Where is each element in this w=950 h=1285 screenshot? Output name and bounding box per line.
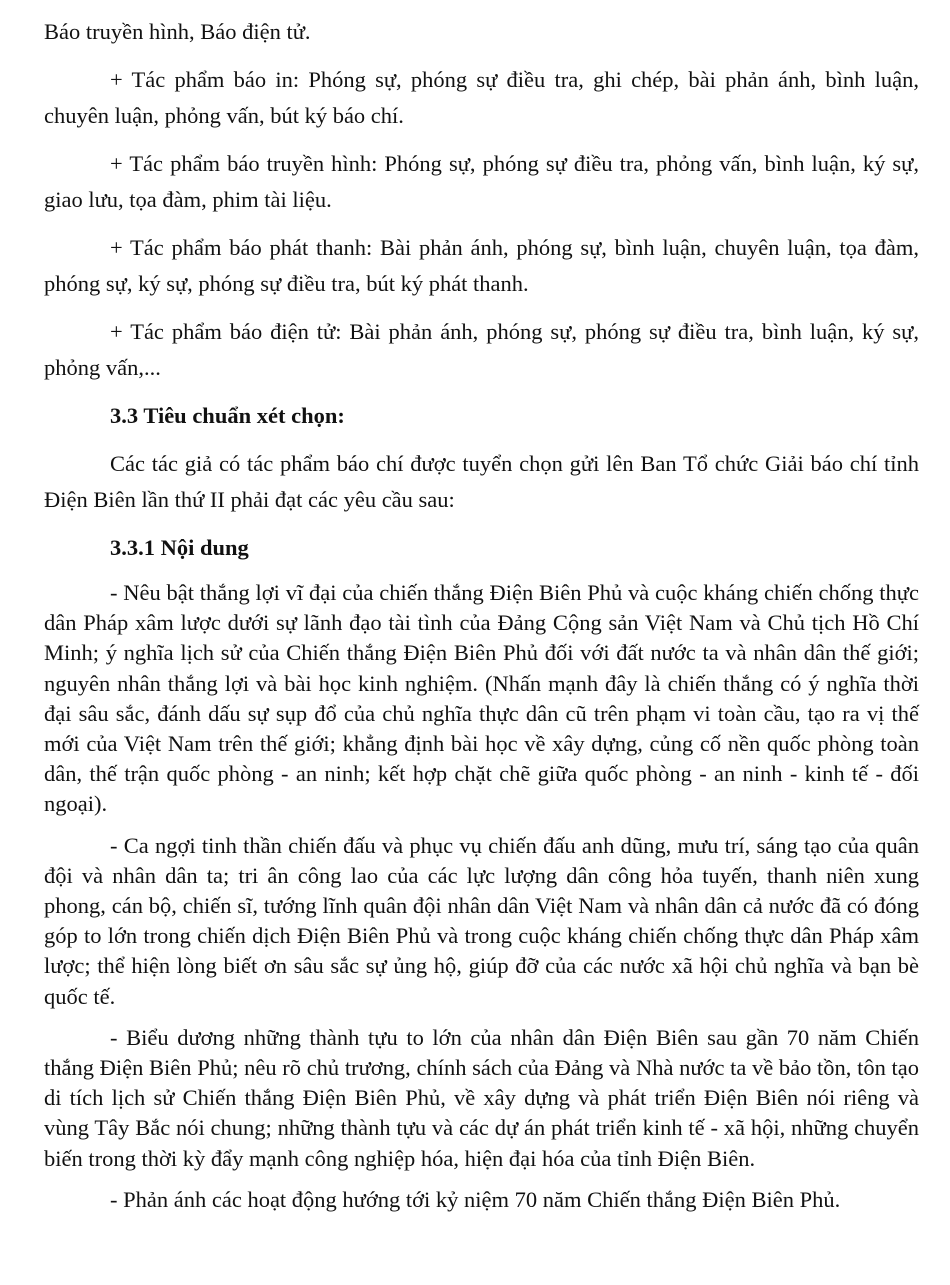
paragraph-content-achievements: - Biểu dương những thành tựu to lớn của nhân dân Điện Biên sau gần 70 năm Chiến thắng Điện Biên Phủ; nêu rõ chủ trương, chính sách của Đảng và Nhà nước ta về bảo tồn, tôn tạo di tích lịch sử Chiến thắng Điện Biên Phủ, về xây dựng và phát triển Điện Biên nói riêng và vùng Tây Bắc nói chung; những thành tựu và các dự án phát triển kinh tế - xã hội, những chuyển biến trong thời kỳ đẩy mạnh công nghiệp hóa, hiện đại hóa của tỉnh Điện Biên. bbox=[44, 1024, 919, 1171]
paragraph-content-victory: - Nêu bật thắng lợi vĩ đại của chiến thắng Điện Biên Phủ và cuộc kháng chiến chống thực dân Pháp xâm lược dưới sự lãnh đạo tài tình của Đảng Cộng sản Việt Nam và Chủ tịch Hồ Chí Minh; ý nghĩa lịch sử của Chiến thắng Điện Biên Phủ đối với đất nước ta và nhân dân thế giới; nguyên nhân thắng lợi và bài học kinh nghiệm. (Nhấn mạnh đây là chiến thắng có ý nghĩa thời đại sâu sắc, đánh dấu sự sụp đổ của chủ nghĩa thực dân cũ trên phạm vi toàn cầu, tạo ra vị thế mới của Việt Nam trên thế giới; khẳng định bài học về xây dựng, củng cố nền quốc phòng toàn dân, thế trận quốc phòng - an ninh; kết hợp chặt chẽ giữa quốc phòng - an ninh - kinh tế - đối ngoại). bbox=[44, 580, 919, 817]
heading-content: 3.3.1 Nội dung bbox=[110, 535, 249, 560]
paragraph-requirements-intro: Các tác giả có tác phẩm báo chí được tuyển chọn gửi lên Ban Tổ chức Giải báo chí tỉnh Điện Biên lần thứ II phải đạt các yêu cầu sau: bbox=[44, 451, 919, 512]
paragraph-tv-works: + Tác phẩm báo truyền hình: Phóng sự, phóng sự điều tra, phỏng vấn, bình luận, ký sự, giao lưu, tọa đàm, phim tài liệu. bbox=[44, 151, 919, 212]
paragraph-continuation: Báo truyền hình, Báo điện tử. bbox=[44, 19, 311, 44]
paragraph-content-praise: - Ca ngợi tinh thần chiến đấu và phục vụ chiến đấu anh dũng, mưu trí, sáng tạo của quân đội và nhân dân ta; tri ân công lao của các lực lượng dân công hỏa tuyến, thanh niên xung phong, cán bộ, chiến sĩ, tướng lĩnh quân đội nhân dân Việt Nam và nhân dân cả nước đã có đóng góp to lớn trong chiến dịch Điện Biên Phủ và trong cuộc kháng chiến chống thực dân Pháp xâm lược; thể hiện lòng biết ơn sâu sắc sự ủng hộ, giúp đỡ của các nước xã hội chủ nghĩa và bạn bè quốc tế. bbox=[44, 832, 919, 1009]
paragraph-online-works: + Tác phẩm báo điện tử: Bài phản ánh, phóng sự, phóng sự điều tra, bình luận, ký sự, phỏng vấn,... bbox=[44, 319, 919, 380]
paragraph-radio-works: + Tác phẩm báo phát thanh: Bài phản ánh, phóng sự, bình luận, chuyên luận, tọa đàm, phóng sự, ký sự, phóng sự điều tra, bút ký phát thanh. bbox=[44, 235, 919, 296]
document-page bbox=[44, 14, 919, 1226]
heading-selection-criteria: 3.3 Tiêu chuẩn xét chọn: bbox=[110, 403, 345, 428]
paragraph-content-activities: - Phản ánh các hoạt động hướng tới kỷ niệm 70 năm Chiến thắng Điện Biên Phủ. bbox=[110, 1186, 841, 1212]
paragraph-print-works: + Tác phẩm báo in: Phóng sự, phóng sự điều tra, ghi chép, bài phản ánh, bình luận, chuyên luận, phỏng vấn, bút ký báo chí. bbox=[44, 67, 919, 128]
